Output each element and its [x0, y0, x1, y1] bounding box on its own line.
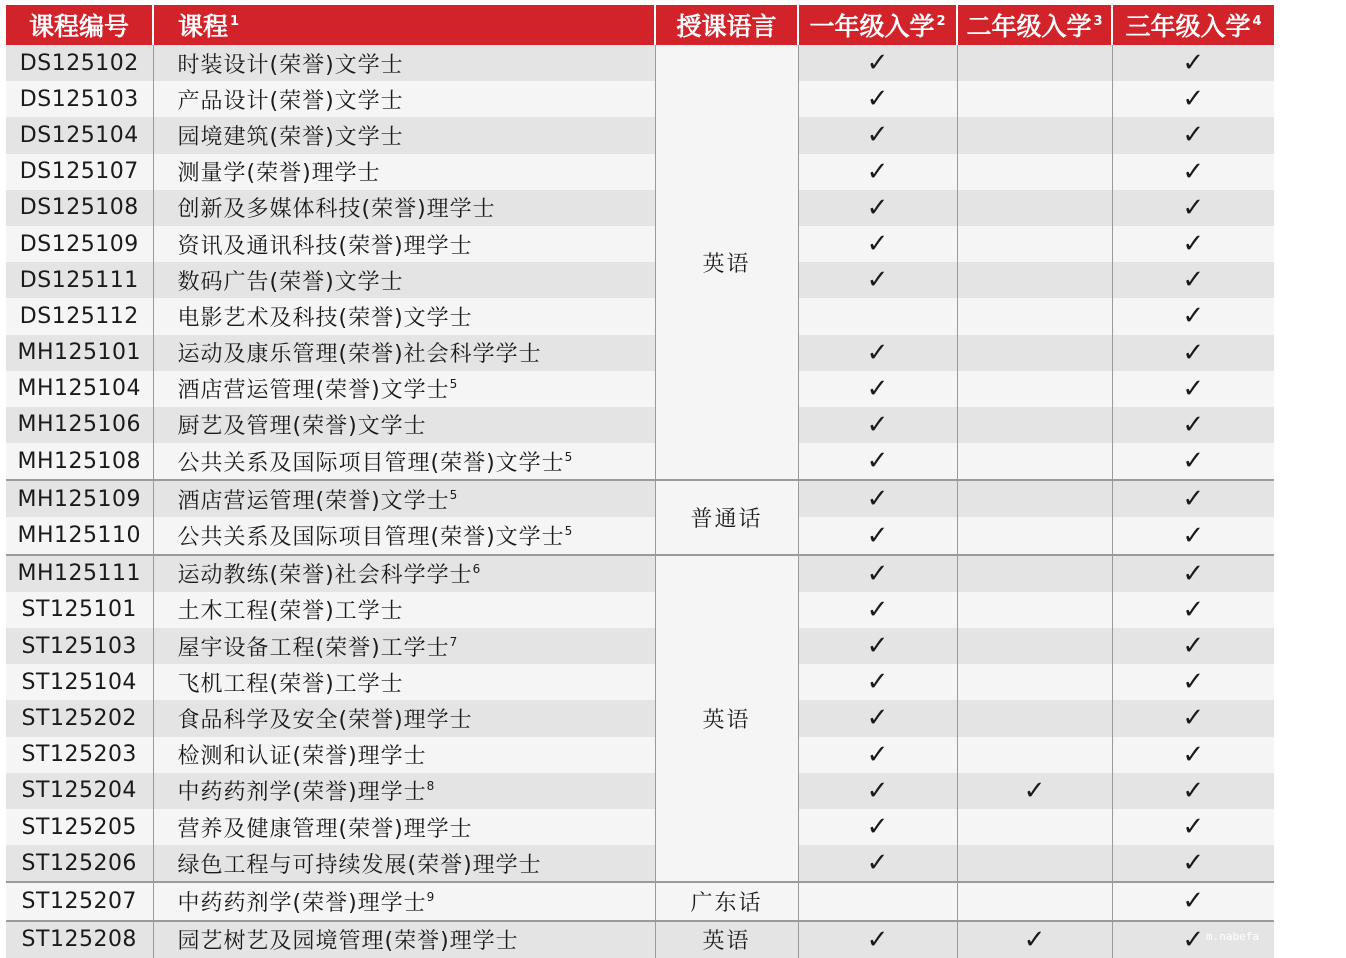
course-code: MH125101	[6, 335, 153, 371]
year1-entry-mark: ✓	[798, 592, 957, 628]
course-code: DS125102	[6, 45, 153, 81]
header-code	[6, 5, 153, 45]
year1-entry-mark: ✓	[798, 921, 957, 958]
teaching-language: 广东话	[655, 882, 798, 920]
course-name-cell	[153, 226, 655, 262]
header-course-label: 课程	[178, 12, 229, 41]
year3-entry-mark: ✓	[1112, 262, 1274, 298]
watermark: m.nabefa	[1206, 930, 1259, 943]
year3-entry-mark: ✓	[1112, 921, 1274, 958]
year1-entry-mark: ✓	[798, 226, 957, 262]
year2-entry-mark	[957, 81, 1112, 117]
year3-entry-mark: ✓	[1112, 117, 1274, 153]
header-course-note: 1	[230, 14, 240, 29]
course-code: ST125208	[6, 921, 153, 958]
header-year2-label: 二年级入学	[966, 12, 1092, 41]
header-year1-note: 2	[936, 14, 946, 29]
course-name: 电影艺术及科技(荣誉)文学士	[177, 305, 473, 331]
course-name: 酒店营运管理(荣誉)文学士	[177, 378, 450, 404]
course-name: 公共关系及国际项目管理(荣誉)文学士	[177, 525, 565, 551]
course-code: ST125104	[6, 664, 153, 700]
year1-entry-mark: ✓	[798, 45, 957, 81]
course-name: 飞机工程(荣誉)工学士	[177, 671, 404, 697]
year3-entry-mark: ✓	[1112, 407, 1274, 443]
year3-entry-mark: ✓	[1112, 809, 1274, 845]
course-code: ST125207	[6, 882, 153, 920]
course-name: 中药药剂学(荣誉)理学士	[177, 780, 427, 806]
year2-entry-mark	[957, 700, 1112, 736]
year1-entry-mark: ✓	[798, 154, 957, 190]
course-name: 中药药剂学(荣誉)理学士	[177, 890, 427, 916]
course-code: ST125204	[6, 773, 153, 809]
year3-entry-mark: ✓	[1112, 335, 1274, 371]
course-code: MH125111	[6, 555, 153, 592]
year1-entry-mark: ✓	[798, 407, 957, 443]
table-row	[6, 371, 1274, 407]
course-name: 创新及多媒体科技(荣誉)理学士	[177, 197, 496, 223]
course-name-cell	[153, 190, 655, 226]
year3-entry-mark: ✓	[1112, 517, 1274, 554]
year2-entry-mark	[957, 592, 1112, 628]
course-name-cell	[153, 117, 655, 153]
year2-entry-mark	[957, 190, 1112, 226]
course-name-cell	[153, 773, 655, 809]
year2-entry-mark: ✓	[957, 921, 1112, 958]
course-code: MH125109	[6, 480, 153, 517]
header-year2-note: 3	[1093, 14, 1103, 29]
course-code: ST125202	[6, 700, 153, 736]
course-code: ST125101	[6, 592, 153, 628]
course-name: 园艺树艺及园境管理(荣誉)理学士	[177, 929, 519, 955]
year3-entry-mark: ✓	[1112, 700, 1274, 736]
course-name: 营养及健康管理(荣誉)理学士	[177, 816, 473, 842]
year3-entry-mark: ✓	[1112, 443, 1274, 480]
year3-entry-mark: ✓	[1112, 480, 1274, 517]
year1-entry-mark: ✓	[798, 737, 957, 773]
year1-entry-mark: ✓	[798, 700, 957, 736]
course-name-cell	[153, 262, 655, 298]
course-name-cell	[153, 371, 655, 407]
year1-entry-mark: ✓	[798, 81, 957, 117]
year1-entry-mark: ✓	[798, 517, 957, 554]
course-footnote: 5	[564, 524, 573, 539]
course-code: DS125103	[6, 81, 153, 117]
header-code-label: 课程编号	[28, 12, 129, 41]
year1-entry-mark: ✓	[798, 443, 957, 480]
teaching-language: 普通话	[655, 480, 798, 554]
course-name-cell	[153, 407, 655, 443]
year1-entry-mark: ✓	[798, 555, 957, 592]
teaching-language: 英语	[655, 921, 798, 958]
year1-entry-mark: ✓	[798, 117, 957, 153]
year2-entry-mark	[957, 737, 1112, 773]
table-row	[6, 298, 1274, 334]
table-row	[6, 335, 1274, 371]
course-code: ST125205	[6, 809, 153, 845]
header-language	[655, 5, 798, 45]
table-row	[6, 517, 1274, 554]
year2-entry-mark	[957, 298, 1112, 334]
course-name: 产品设计(荣誉)文学士	[177, 88, 404, 114]
course-name-cell	[153, 845, 655, 882]
course-name: 检测和认证(荣誉)理学士	[177, 744, 427, 770]
table-row	[6, 882, 1274, 920]
course-name: 时装设计(荣誉)文学士	[177, 52, 404, 78]
year3-entry-mark: ✓	[1112, 45, 1274, 81]
course-code: ST125206	[6, 845, 153, 882]
course-name: 测量学(荣誉)理学士	[177, 161, 381, 187]
year2-entry-mark	[957, 371, 1112, 407]
year2-entry-mark	[957, 335, 1112, 371]
year2-entry-mark	[957, 664, 1112, 700]
year3-entry-mark: ✓	[1112, 845, 1274, 882]
header-language-label: 授课语言	[676, 12, 777, 41]
course-name: 绿色工程与可持续发展(荣誉)理学士	[177, 852, 542, 878]
course-name-cell	[153, 335, 655, 371]
course-name: 食品科学及安全(荣誉)理学士	[177, 707, 473, 733]
year1-entry-mark: ✓	[798, 773, 957, 809]
header-year1-label: 一年级入学	[809, 12, 935, 41]
year2-entry-mark	[957, 154, 1112, 190]
course-name: 酒店营运管理(荣誉)文学士	[177, 488, 450, 514]
program-table	[6, 5, 1274, 958]
year2-entry-mark	[957, 845, 1112, 882]
course-code: DS125104	[6, 117, 153, 153]
year3-entry-mark: ✓	[1112, 371, 1274, 407]
year3-entry-mark: ✓	[1112, 555, 1274, 592]
course-name-cell	[153, 921, 655, 958]
year1-entry-mark: ✓	[798, 664, 957, 700]
course-name-cell	[153, 882, 655, 920]
table-row	[6, 809, 1274, 845]
table-row	[6, 81, 1274, 117]
table-row	[6, 592, 1274, 628]
course-footnote: 6	[472, 562, 481, 577]
table-row	[6, 407, 1274, 443]
year3-entry-mark: ✓	[1112, 664, 1274, 700]
course-name: 数码广告(荣誉)文学士	[177, 269, 404, 295]
year3-entry-mark: ✓	[1112, 882, 1274, 920]
year1-entry-mark: ✓	[798, 262, 957, 298]
course-name: 运动及康乐管理(荣誉)社会科学学士	[177, 342, 542, 368]
table-row	[6, 262, 1274, 298]
year1-entry-mark	[798, 882, 957, 920]
year2-entry-mark	[957, 226, 1112, 262]
year2-entry-mark	[957, 628, 1112, 664]
teaching-language: 英语	[655, 45, 798, 480]
course-name: 公共关系及国际项目管理(荣誉)文学士	[177, 450, 565, 476]
table-row	[6, 628, 1274, 664]
course-name-cell	[153, 298, 655, 334]
table-row	[6, 700, 1274, 736]
year1-entry-mark: ✓	[798, 371, 957, 407]
year2-entry-mark: ✓	[957, 773, 1112, 809]
year2-entry-mark	[957, 117, 1112, 153]
year3-entry-mark: ✓	[1112, 154, 1274, 190]
course-name: 厨艺及管理(荣誉)文学士	[177, 414, 427, 440]
table-row	[6, 226, 1274, 262]
course-code: MH125104	[6, 371, 153, 407]
table-row	[6, 737, 1274, 773]
course-name: 土木工程(荣誉)工学士	[177, 599, 404, 625]
table-row	[6, 154, 1274, 190]
course-code: ST125203	[6, 737, 153, 773]
year3-entry-mark: ✓	[1112, 773, 1274, 809]
course-code: DS125111	[6, 262, 153, 298]
course-footnote: 9	[426, 889, 435, 904]
year3-entry-mark: ✓	[1112, 298, 1274, 334]
course-name: 屋宇设备工程(荣誉)工学士	[177, 635, 450, 661]
course-name-cell	[153, 555, 655, 592]
course-code: MH125110	[6, 517, 153, 554]
course-name-cell	[153, 154, 655, 190]
header-year3-note: 4	[1252, 14, 1262, 29]
course-code: MH125108	[6, 443, 153, 480]
table-body	[6, 45, 1274, 958]
header-year3	[1112, 5, 1274, 45]
year2-entry-mark	[957, 517, 1112, 554]
course-name-cell	[153, 443, 655, 480]
year1-entry-mark: ✓	[798, 845, 957, 882]
year3-entry-mark: ✓	[1112, 81, 1274, 117]
year1-entry-mark: ✓	[798, 628, 957, 664]
course-name: 资讯及通讯科技(荣誉)理学士	[177, 233, 473, 259]
year3-entry-mark: ✓	[1112, 190, 1274, 226]
course-footnote: 7	[449, 634, 458, 649]
course-code: ST125103	[6, 628, 153, 664]
course-code: DS125109	[6, 226, 153, 262]
table-row	[6, 664, 1274, 700]
header-year3-label: 三年级入学	[1125, 12, 1251, 41]
course-code: DS125107	[6, 154, 153, 190]
course-name-cell	[153, 45, 655, 81]
course-code: MH125106	[6, 407, 153, 443]
table-row	[6, 443, 1274, 480]
header-year2	[957, 5, 1112, 45]
year2-entry-mark	[957, 555, 1112, 592]
course-name-cell	[153, 81, 655, 117]
table-row	[6, 921, 1274, 958]
year2-entry-mark	[957, 882, 1112, 920]
table-row	[6, 190, 1274, 226]
year2-entry-mark	[957, 262, 1112, 298]
header-year1	[798, 5, 957, 45]
course-name-cell	[153, 664, 655, 700]
year2-entry-mark	[957, 443, 1112, 480]
year3-entry-mark: ✓	[1112, 226, 1274, 262]
year2-entry-mark	[957, 45, 1112, 81]
course-footnote: 5	[449, 487, 458, 502]
year3-entry-mark: ✓	[1112, 737, 1274, 773]
header-row	[6, 5, 1274, 45]
table-row	[6, 117, 1274, 153]
course-name-cell	[153, 480, 655, 517]
course-name-cell	[153, 809, 655, 845]
year1-entry-mark	[798, 298, 957, 334]
year1-entry-mark: ✓	[798, 809, 957, 845]
year1-entry-mark: ✓	[798, 335, 957, 371]
course-code: DS125112	[6, 298, 153, 334]
course-name-cell	[153, 700, 655, 736]
table-row	[6, 845, 1274, 882]
course-name: 运动教练(荣誉)社会科学学士	[177, 563, 473, 589]
course-footnote: 5	[564, 449, 573, 464]
course-name-cell	[153, 628, 655, 664]
year2-entry-mark	[957, 809, 1112, 845]
course-name: 园境建筑(荣誉)文学士	[177, 124, 404, 150]
table-row	[6, 45, 1274, 81]
year1-entry-mark: ✓	[798, 190, 957, 226]
course-name-cell	[153, 592, 655, 628]
table-row	[6, 555, 1274, 592]
course-name-cell	[153, 517, 655, 554]
table-row	[6, 480, 1274, 517]
course-footnote: 5	[449, 377, 458, 392]
year3-entry-mark: ✓	[1112, 592, 1274, 628]
course-footnote: 8	[426, 779, 435, 794]
table-row	[6, 773, 1274, 809]
year2-entry-mark	[957, 480, 1112, 517]
header-course	[153, 5, 655, 45]
teaching-language: 英语	[655, 555, 798, 883]
course-name-cell	[153, 737, 655, 773]
year1-entry-mark: ✓	[798, 480, 957, 517]
year2-entry-mark	[957, 407, 1112, 443]
course-code: DS125108	[6, 190, 153, 226]
year3-entry-mark: ✓	[1112, 628, 1274, 664]
